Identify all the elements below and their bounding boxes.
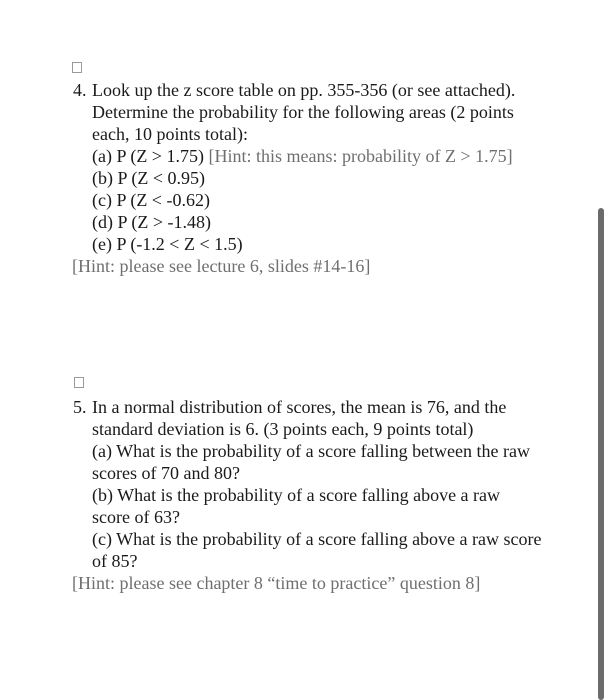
question-4-hint: [Hint: please see lecture 6, slides #14-16] — [72, 256, 371, 276]
question-4-item-e: (e) P (-1.2 < Z < 1.5) — [92, 234, 243, 254]
question-4-item-a — [92, 145, 513, 167]
question-5-hint: [Hint: please see chapter 8 “time to practice” question 8] — [72, 573, 481, 593]
question-4-line-1: Look up the z score table on pp. 355-356 (or see attached). — [92, 80, 516, 100]
question-5-line-8: of 85? — [92, 551, 138, 571]
question-4-item-b: (b) P (Z < 0.95) — [92, 168, 205, 188]
question-4-item-c: (c) P (Z < -0.62) — [92, 190, 210, 210]
question-4-number: 4. — [73, 80, 87, 100]
question-5-line-3: (a) What is the probability of a score falling between the raw — [92, 441, 531, 461]
question-4-item-a-text: (a) P (Z > 1.75) — [92, 146, 209, 166]
question-5-line-5: (b) What is the probability of a score falling above a raw — [92, 485, 501, 505]
question-4-item-d: (d) P (Z > -1.48) — [92, 212, 211, 232]
question-4-item-a-hint: [Hint: this means: probability of Z > 1.75] — [208, 146, 513, 166]
question-4-line-2: Determine the probability for the following areas (2 points — [92, 102, 514, 122]
question-5-number: 5. — [73, 397, 87, 417]
question-5-line-4: scores of 70 and 80? — [92, 463, 240, 483]
question-5-line-7: (c) What is the probability of a score falling above a raw score — [92, 529, 542, 549]
question-5-line-2: standard deviation is 6. (3 points each, 9 points total) — [92, 419, 474, 439]
question-4-checkbox[interactable] — [72, 62, 82, 73]
vertical-scrollbar[interactable] — [598, 208, 604, 700]
question-5-checkbox[interactable] — [74, 377, 84, 388]
question-5-line-6: score of 63? — [92, 507, 180, 527]
question-5-line-1: In a normal distribution of scores, the mean is 76, and the — [92, 397, 507, 417]
question-4-line-3: each, 10 points total): — [92, 124, 248, 144]
